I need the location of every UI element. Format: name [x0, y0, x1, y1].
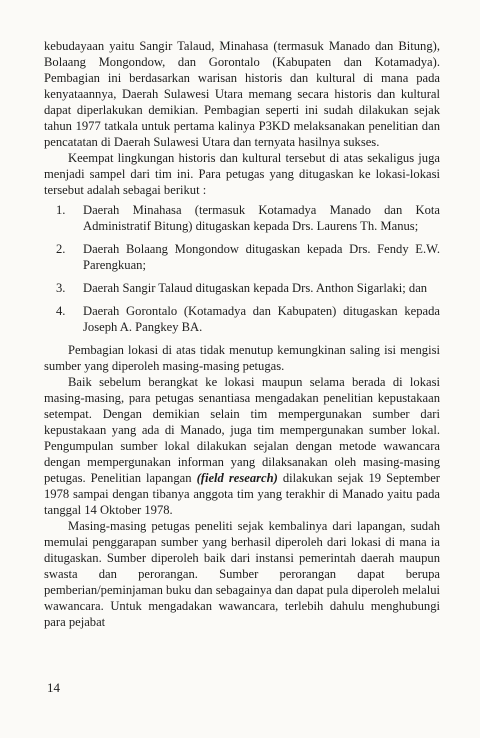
document-page — [44, 38, 440, 630]
paragraph-source-processing: Masing-masing petugas peneliti sejak kembalinya dari lapangan, sudah memulai penggarapan sumber yang berhasil diperoleh dari lokasi di mana ia ditugaskan. Sumber diperoleh baik dari instansi pemerintah daerah maupun swasta dan perorangan. Sumber perorangan dapat berupa pemberian/peminjaman buku dan sebagainya dan dapat pula diperoleh melalui wawancara. Untuk mengadakan wawancara, terlebih dahulu menghubungi para pejabat — [44, 519, 440, 629]
paragraph-research-method — [44, 374, 440, 518]
paragraph-assignments: Keempat lingkungan historis dan kultural tersebut di atas sekaligus juga menjadi sampel dari tim ini. Para petugas yang ditugaskan ke lokasi-lokasi tersebut adalah sebagai berikut : — [44, 151, 440, 197]
list-item-number: 2. — [56, 242, 66, 256]
list-item-text: Daerah Bolaang Mongondow ditugaskan kepada Drs. Fendy E.W. Parengkuan; — [83, 242, 440, 272]
list-item-text: Daerah Gorontalo (Kotamadya dan Kabupaten) ditugaskan kepada Joseph A. Pangkey BA. — [83, 304, 440, 334]
paragraph-intro: kebudayaan yaitu Sangir Talaud, Minahasa (termasuk Manado dan Bitung), Bolaang Mongondow, dan Gorontalo (Kabupaten dan Kotamadya). Pembagian ini berdasarkan warisan historis dan kultural di mana pada kenyataannya, Daerah Sulawesi Utara memang secara historis dan kultural dapat diperlakukan demikian. Pembagian seperti ini sudah dilakukan sejak tahun 1977 tatkala untuk pertama kalinya P3KD melaksanakan penelitian dan pencatatan di Daerah Sulawesi Utara dan ternyata hasilnya sukses. — [44, 39, 440, 149]
field-research-term: (field research) — [196, 471, 278, 485]
page-number: 14 — [47, 680, 60, 695]
paragraph-location-overlap: Pembagian lokasi di atas tidak menutup kemungkinan saling isi mengisi sumber yang diperoleh masing-masing petugas. — [44, 343, 440, 373]
list-item-number: 3. — [56, 281, 66, 295]
research-method-text-end: dilakukan sejak 19 September 1978 sampai dengan tibanya anggota tim yang terakhir di Manado yaitu pada tanggal 14 Oktober 1978. — [44, 471, 440, 517]
assignment-list — [44, 202, 440, 335]
list-item-number: 1. — [56, 203, 66, 217]
list-item — [44, 241, 440, 273]
list-item-text: Daerah Minahasa (termasuk Kotamadya Manado dan Kota Administratif Bitung) ditugaskan kepada Drs. Laurens Th. Manus; — [83, 203, 440, 233]
list-item — [44, 303, 440, 335]
list-item-text: Daerah Sangir Talaud ditugaskan kepada Drs. Anthon Sigarlaki; dan — [83, 281, 428, 295]
research-method-text-start: Baik sebelum berangkat ke lokasi maupun selama berada di lokasi masing-masing, para petugas senantiasa mengadakan penelitian kepustakaan setempat. Dengan demikian selain tim mempergunakan sumber dari kepustakaan yang ada di Manado, juga tim mempergunakan sumber lokal. Pengumpulan sumber lokal dilakukan sejalan dengan metode wawancara dengan mempergunakan informan yang dilaksanakan oleh masing-masing petugas. Penelitian lapangan — [44, 375, 440, 485]
list-item-number: 4. — [56, 304, 66, 318]
list-item — [44, 202, 440, 234]
list-item — [44, 280, 440, 296]
